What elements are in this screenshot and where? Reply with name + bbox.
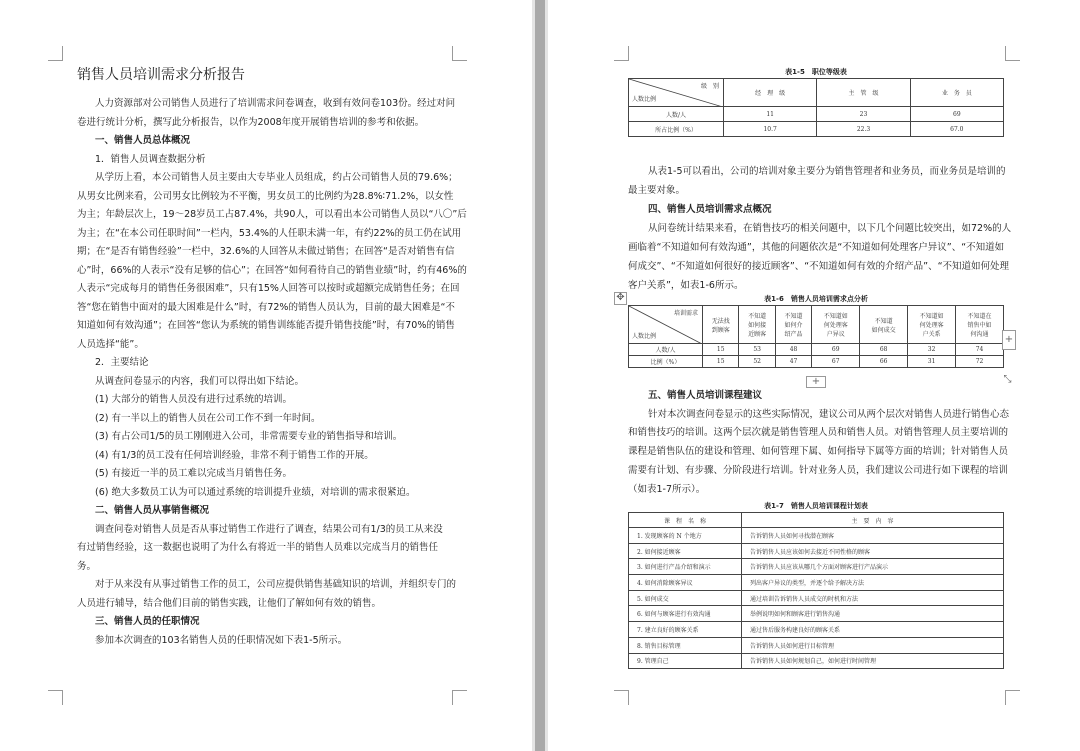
table-cell: 15 (703, 356, 739, 368)
header-text: 不知道 (874, 317, 893, 325)
table-cell: 53 (739, 344, 775, 356)
header-text: 如何接 (748, 322, 767, 329)
body-line: (4) 有1/3的员工没有任何培训经验，非常不利于销售工作的开展。 (95, 449, 374, 461)
header-text: 何处理客 (823, 322, 848, 329)
course-name-cell: 9. 管理自己 (629, 653, 742, 669)
document-title: 销售人员培训需求分析报告 (77, 67, 245, 83)
body-line: （如表1-7所示）。 (628, 483, 706, 495)
body-line: 知道如何有效沟通”；在回答“您认为系统的销售训练能否提升销售技能”时，有70%的销售 (77, 320, 455, 331)
table-cell: 68 (860, 344, 908, 356)
body-line: 有过销售经验，这一数据也说明了为什么有将近一半的销售人员难以完成当月的销售任 (77, 542, 439, 553)
table-row (629, 543, 1004, 559)
header-text: 何沟通 (970, 331, 989, 338)
table-cell: 10.7 (724, 122, 817, 137)
table-cell: 15 (703, 344, 739, 356)
table-cell: 31 (908, 356, 956, 368)
body-line: 何成交”、“不知道如何很好的接近顾客”、“不知道如何有效的介绍产品”、“不知道如何处理 (628, 261, 1010, 272)
course-name-cell: 1. 发现顾客的 N 个地方 (629, 528, 742, 544)
table-header: 主 管 级 (817, 79, 910, 107)
body-line: 务。 (77, 560, 97, 572)
vertical-scrollbar[interactable] (535, 0, 545, 751)
header-text: 何处理客 (919, 322, 944, 329)
crop-mark (1005, 46, 1020, 61)
corner-top-label: 培训需求 (673, 310, 698, 317)
left-page (0, 0, 532, 751)
course-content-cell: 告诉销售人员如何寻找潜在顾客 (742, 528, 1004, 544)
body-line: 2．主要结论 (95, 357, 149, 368)
header-text: 近顾客 (748, 331, 767, 338)
course-name-cell: 6. 如何与顾客进行有效沟通 (629, 606, 742, 622)
course-content-cell: 告诉销售人员如何进行目标管理 (742, 637, 1004, 653)
table-1-6-caption: 表1-6 销售人员培训需求点分析 (764, 295, 868, 303)
crop-mark (452, 690, 467, 705)
course-content-cell: 告诉销售人员应该如何去接近不同性格的顾客 (742, 543, 1004, 559)
table-row (629, 606, 1004, 622)
header-text: 绍产品 (784, 331, 803, 338)
table-row (629, 528, 1004, 544)
header-text: 户关系 (922, 331, 941, 338)
table-1-5-caption: 表1-5 职位等级表 (785, 68, 847, 76)
table-row (629, 575, 1004, 591)
body-line: 人力资源部对公司销售人员进行了培训需求问卷调查，收到有效问卷103份。经过对问 (95, 98, 456, 109)
course-name-cell: 8. 销售目标管理 (629, 637, 742, 653)
table-1-6 (628, 305, 1004, 368)
crop-mark (1005, 690, 1020, 705)
table-cell: 69 (812, 344, 860, 356)
corner-bottom-label: 人数比例 (632, 333, 657, 340)
body-line: 对于从来没有从事过销售工作的员工，公司应提供销售基础知识的培训，并组织专门的 (95, 579, 457, 590)
body-line: 和销售技巧的培训。这两个层次就是销售管理人员和销售人员。对销售管理人员主要培训的 (628, 427, 1009, 439)
table-header: 主 要 内 容 (742, 513, 1004, 528)
table-row (629, 637, 1004, 653)
row-label: 人数/人 (629, 344, 703, 356)
body-line: (6) 绝大多数员工认为可以通过系统的培训提升业绩，对培训的需求很紧迫。 (95, 486, 416, 498)
body-line: 心”时，66%的人表示“没有足够的信心”；在回答“如何看待自己的销售业绩”时，约有46%的 (77, 264, 467, 276)
table-1-5 (628, 78, 1004, 137)
crop-mark (452, 46, 467, 61)
course-content-cell: 列出客户异议的类型，并逐个给予解决方法 (742, 575, 1004, 591)
body-line: 卷进行统计分析，撰写此分析报告，以作为2008年度开展销售培训的参考和依据。 (77, 116, 425, 128)
table-move-icon[interactable]: ✥ (614, 292, 627, 305)
body-line: 课程是销售队伍的建设和管理、如何管理下属、如何指导下属等方面的培训；针对销售人员 (628, 446, 1009, 458)
body-line: (3) 有占公司1/5的员工刚刚进入公司，非常需要专业的销售指导和培训。 (95, 431, 403, 442)
table-row (629, 653, 1004, 669)
body-line: 最主要对象。 (628, 185, 686, 196)
body-line: 1．销售人员调查数据分析 (95, 153, 206, 165)
course-content-cell: 通过售后服务构建良好的顾客关系 (742, 622, 1004, 638)
table-header (812, 306, 860, 344)
table-header (739, 306, 775, 344)
table-cell: 47 (775, 356, 811, 368)
header-text: 如何成交 (871, 326, 896, 334)
course-name-cell: 4. 如何消除顾客异议 (629, 575, 742, 591)
body-line: 人表示“完成每月的销售任务很困难”，只有15%人回答可以按时或超额完成销售任务；在回 (77, 283, 460, 294)
table-header (860, 306, 908, 344)
table-row (629, 107, 1004, 122)
row-label: 所占比例（%） (629, 122, 724, 137)
course-name-cell: 2. 如何接近顾客 (629, 543, 742, 559)
corner-bottom-label: 人数比例 (632, 96, 657, 103)
course-name-cell: 7. 建立良好的顾客关系 (629, 622, 742, 638)
add-row-button[interactable]: + (806, 376, 826, 388)
header-text: 不知道 (748, 313, 767, 320)
table-cell: 67.0 (910, 122, 1003, 137)
table-cell: 52 (739, 356, 775, 368)
table-row (629, 559, 1004, 575)
body-line: 答“您在销售中面对的最大困难是什么”时，有72%的销售人员认为，目前的最大困难是“不 (77, 301, 455, 313)
course-content-cell: 告诉销售人员应该从哪几个方面对顾客进行产品演示 (742, 559, 1004, 575)
body-line: (1) 大部分的销售人员没有进行过系统的培训。 (95, 394, 292, 405)
crop-mark (48, 46, 63, 61)
table-row (629, 590, 1004, 606)
right-page (548, 0, 1080, 751)
body-line: 从学历上看，本公司销售人员主要由大专毕业人员组成，约占公司销售人员的79.6%； (95, 172, 458, 183)
header-text: 不知道 (784, 313, 803, 320)
body-line: 二、销售人员从事销售概况 (95, 505, 210, 516)
add-column-button[interactable]: + (1002, 330, 1016, 350)
body-line: 一、销售人员总体概况 (95, 135, 191, 146)
header-text: 销售中如 (967, 322, 992, 329)
body-line: (5) 有接近一半的员工难以完成当月销售任务。 (95, 468, 292, 479)
body-line: 为主；在“在本公司任职时间”一栏内，53.4%的人任职未满一年，有约22%的员工仍在试用 (77, 227, 462, 239)
body-line: 从调查问卷显示的内容，我们可以得出如下结论。 (95, 375, 305, 387)
table-cell: 69 (910, 107, 1003, 122)
course-content-cell: 通过培训告诉销售人员成交的时机和方法 (742, 590, 1004, 606)
table-resize-icon[interactable]: ⤡ (1003, 374, 1012, 385)
table-header (908, 306, 956, 344)
table-1-7 (628, 512, 1004, 669)
body-line: 三、销售人员的任职情况 (95, 616, 200, 627)
table-header (703, 306, 739, 344)
body-line: 期；在“是否有销售经验”一栏中，32.6%的人回答从未做过销售；在回答“是否对销售有信 (77, 246, 455, 257)
crop-mark (48, 690, 63, 705)
table-cell: 66 (860, 356, 908, 368)
course-name-cell: 5. 如何成交 (629, 590, 742, 606)
body-line: 五、销售人员培训课程建议 (648, 390, 763, 401)
body-line: 参加本次调查的103名销售人员的任职情况如下表1-5所示。 (95, 634, 348, 646)
table-corner-cell (629, 306, 703, 344)
body-line: (2) 有一半以上的销售人员在公司工作不到一年时间。 (95, 412, 321, 424)
table-header (956, 306, 1004, 344)
table-row (629, 344, 1004, 356)
header-text: 到顾客 (711, 326, 730, 334)
body-line: 从男女比例来看，公司男女比例较为不平衡，男女员工的比例约为28.8%∶71.2%，以女性 (77, 190, 454, 202)
row-label: 比例（%） (629, 356, 703, 368)
body-line: 为主；年龄层次上，19～28岁员工占87.4%，共90人，可以看出本公司销售人员以“八〇”后 (77, 209, 467, 220)
table-cell: 48 (775, 344, 811, 356)
course-content-cell: 告诉销售人员如何规划自己，如何进行时间管理 (742, 653, 1004, 669)
table-header: 经 理 级 (724, 79, 817, 107)
header-text: 如何介 (784, 322, 803, 329)
body-line: 人员进行辅导，结合他们目前的销售实践，让他们了解如何有效的销售。 (77, 597, 382, 609)
table-row (629, 122, 1004, 137)
header-text: 户异议 (826, 331, 845, 338)
header-text: 无法找 (711, 317, 730, 325)
body-line: 画临着“不知道如何有效沟通”，其他的问题依次是“不知道如何处理客户异议”、“不知道如 (628, 242, 1005, 253)
body-line: 调查问卷对销售人员是否从事过销售工作进行了调查，结果公司有1/3的员工从来没 (95, 523, 443, 535)
table-1-7-caption: 表1-7 销售人员培训课程计划表 (764, 502, 868, 510)
course-name-cell: 3. 如何进行产品介绍和演示 (629, 559, 742, 575)
page-gutter (532, 0, 548, 751)
table-row (629, 622, 1004, 638)
body-line: 人员选择“能”。 (77, 338, 144, 350)
table-corner-cell (629, 79, 724, 107)
crop-mark (614, 690, 629, 705)
row-label: 人数/人 (629, 107, 724, 122)
table-cell: 32 (908, 344, 956, 356)
header-text: 不知道如 (823, 313, 848, 320)
body-line: 从表1-5可以看出，公司的培训对象主要分为销售管理者和业务员，而业务员是培训的 (648, 166, 1006, 177)
table-cell: 23 (817, 107, 910, 122)
crop-mark (614, 46, 629, 61)
table-header: 业 务 员 (910, 79, 1003, 107)
body-line: 四、销售人员培训需求点概况 (648, 204, 772, 215)
course-content-cell: 举例说明如何和顾客进行销售沟通 (742, 606, 1004, 622)
body-line: 针对本次调查问卷显示的这些实际情况，建议公司从两个层次对销售人员进行销售心态 (648, 408, 1010, 420)
table-cell: 67 (812, 356, 860, 368)
table-cell: 11 (724, 107, 817, 122)
table-cell: 72 (956, 356, 1004, 368)
table-row (629, 356, 1004, 368)
header-text: 不知道如 (919, 313, 944, 320)
table-cell: 74 (956, 344, 1004, 356)
body-line: 从问卷统计结果来看，在销售技巧的相关问题中，以下几个问题比较突出，如72%的人 (648, 223, 1012, 234)
table-header: 课 程 名 称 (629, 513, 742, 528)
body-line: 需要有计划、有步骤、分阶段进行培训。针对业务人员，我们建议公司进行如下课程的培训 (628, 464, 1009, 476)
body-line: 客户关系”，如表1-6所示。 (628, 280, 744, 291)
header-text: 不知道在 (967, 313, 992, 320)
table-header (775, 306, 811, 344)
table-cell: 22.3 (817, 122, 910, 137)
corner-top-label: 级 别 (700, 83, 719, 90)
